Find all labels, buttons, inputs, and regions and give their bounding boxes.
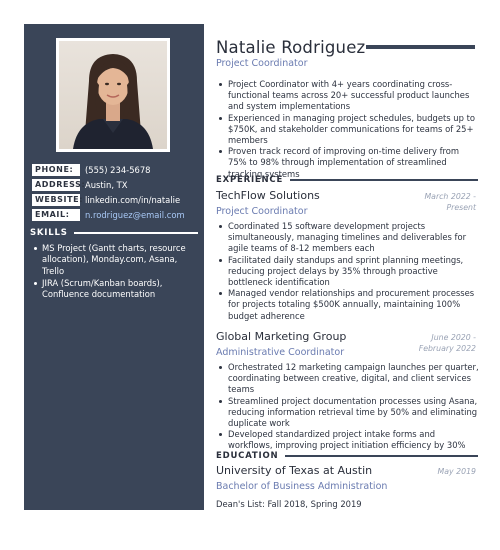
contact-email — [32, 208, 202, 223]
job-date-start: June 2020 - — [431, 333, 476, 342]
contact-phone — [32, 163, 202, 178]
job-role: Project Coordinator — [216, 206, 308, 217]
job-date-start: March 2022 - — [424, 192, 476, 201]
divider — [74, 232, 198, 235]
profile-photo-frame — [56, 38, 170, 152]
job-bullets — [216, 362, 480, 452]
divider — [285, 455, 478, 458]
divider — [366, 45, 475, 49]
graduation-date: May 2019 — [437, 467, 476, 476]
contact-address — [32, 178, 202, 193]
honors-note: Dean's List: Fall 2018, Spring 2019 — [216, 499, 362, 509]
website-link[interactable]: linkedin.com/in/natalie — [85, 195, 181, 206]
list-item: Proven track record of improving on-time delivery from 75% to 98% through implementation of streamlined tracking systems — [216, 146, 480, 180]
list-item: Orchestrated 12 marketing campaign launches per quarter, coordinating between creative, digital, and client services teams — [216, 362, 480, 396]
candidate-role: Project Coordinator — [216, 58, 308, 69]
list-item: Experienced in managing project schedules, budgets up to $750K, and stakeholder communications for teams of 25+ members — [216, 113, 480, 147]
job-company: TechFlow Solutions — [216, 189, 320, 202]
list-item: Coordinated 15 software development projects simultaneously, managing timelines and deliverables for agile teams of 8-12 members each — [216, 221, 480, 255]
list-item: Facilitated daily standups and sprint planning meetings, reducing project delays by 35% through proactive bottleneck identification — [216, 255, 480, 289]
contact-label: ADDRESS: — [32, 179, 80, 191]
list-item: MS Project (Gantt charts, resource allocation), Monday.com, Asana, Trello — [34, 243, 200, 277]
list-item: Developed standardized project intake forms and workflows, improving project initiation efficiency by 30% — [216, 429, 480, 451]
sidebar — [24, 24, 204, 510]
job-company: Global Marketing Group — [216, 330, 347, 343]
school-name: University of Texas at Austin — [216, 464, 373, 477]
section-title: EDUCATION — [216, 451, 279, 461]
list-item: Streamlined project documentation processes using Asana, reducing information retrieval time by 50% and eliminating duplicate work — [216, 396, 480, 430]
skills-title: SKILLS — [30, 228, 68, 238]
skills-heading — [30, 228, 198, 238]
education-heading — [216, 451, 478, 461]
summary-list — [216, 79, 480, 180]
contact-label: PHONE: — [32, 164, 80, 176]
degree: Bachelor of Business Administration — [216, 481, 388, 492]
job-role: Administrative Coordinator — [216, 347, 345, 358]
job-bullets — [216, 221, 480, 322]
email-link[interactable]: n.rodriguez@email.com — [85, 210, 185, 221]
contact-website — [32, 193, 202, 208]
job-dates — [396, 192, 476, 213]
section-title: EXPERIENCE — [216, 175, 284, 185]
profile-photo — [59, 41, 167, 149]
phone-value[interactable]: (555) 234-5678 — [85, 165, 151, 176]
job-dates — [396, 333, 476, 354]
list-item: JIRA (Scrum/Kanban boards), Confluence documentation — [34, 278, 200, 301]
divider — [290, 179, 478, 182]
contact-label: EMAIL: — [32, 209, 80, 221]
contact-label: WEBSITE: — [32, 194, 80, 206]
candidate-name: Natalie Rodriguez — [216, 38, 366, 57]
portrait-illustration — [59, 41, 167, 149]
list-item: Project Coordinator with 4+ years coordinating cross-functional teams across 20+ successful product launches and system implementations — [216, 79, 480, 113]
contact-block — [32, 163, 202, 223]
job-date-end: Present — [446, 202, 476, 212]
address-value: Austin, TX — [85, 180, 128, 191]
list-item: Managed vendor relationships and procurement processes for projects totaling $500K annually, maintaining 100% budget adherence — [216, 288, 480, 322]
job-date-end: February 2022 — [418, 343, 476, 353]
skills-list — [34, 243, 200, 301]
experience-heading — [216, 175, 478, 185]
